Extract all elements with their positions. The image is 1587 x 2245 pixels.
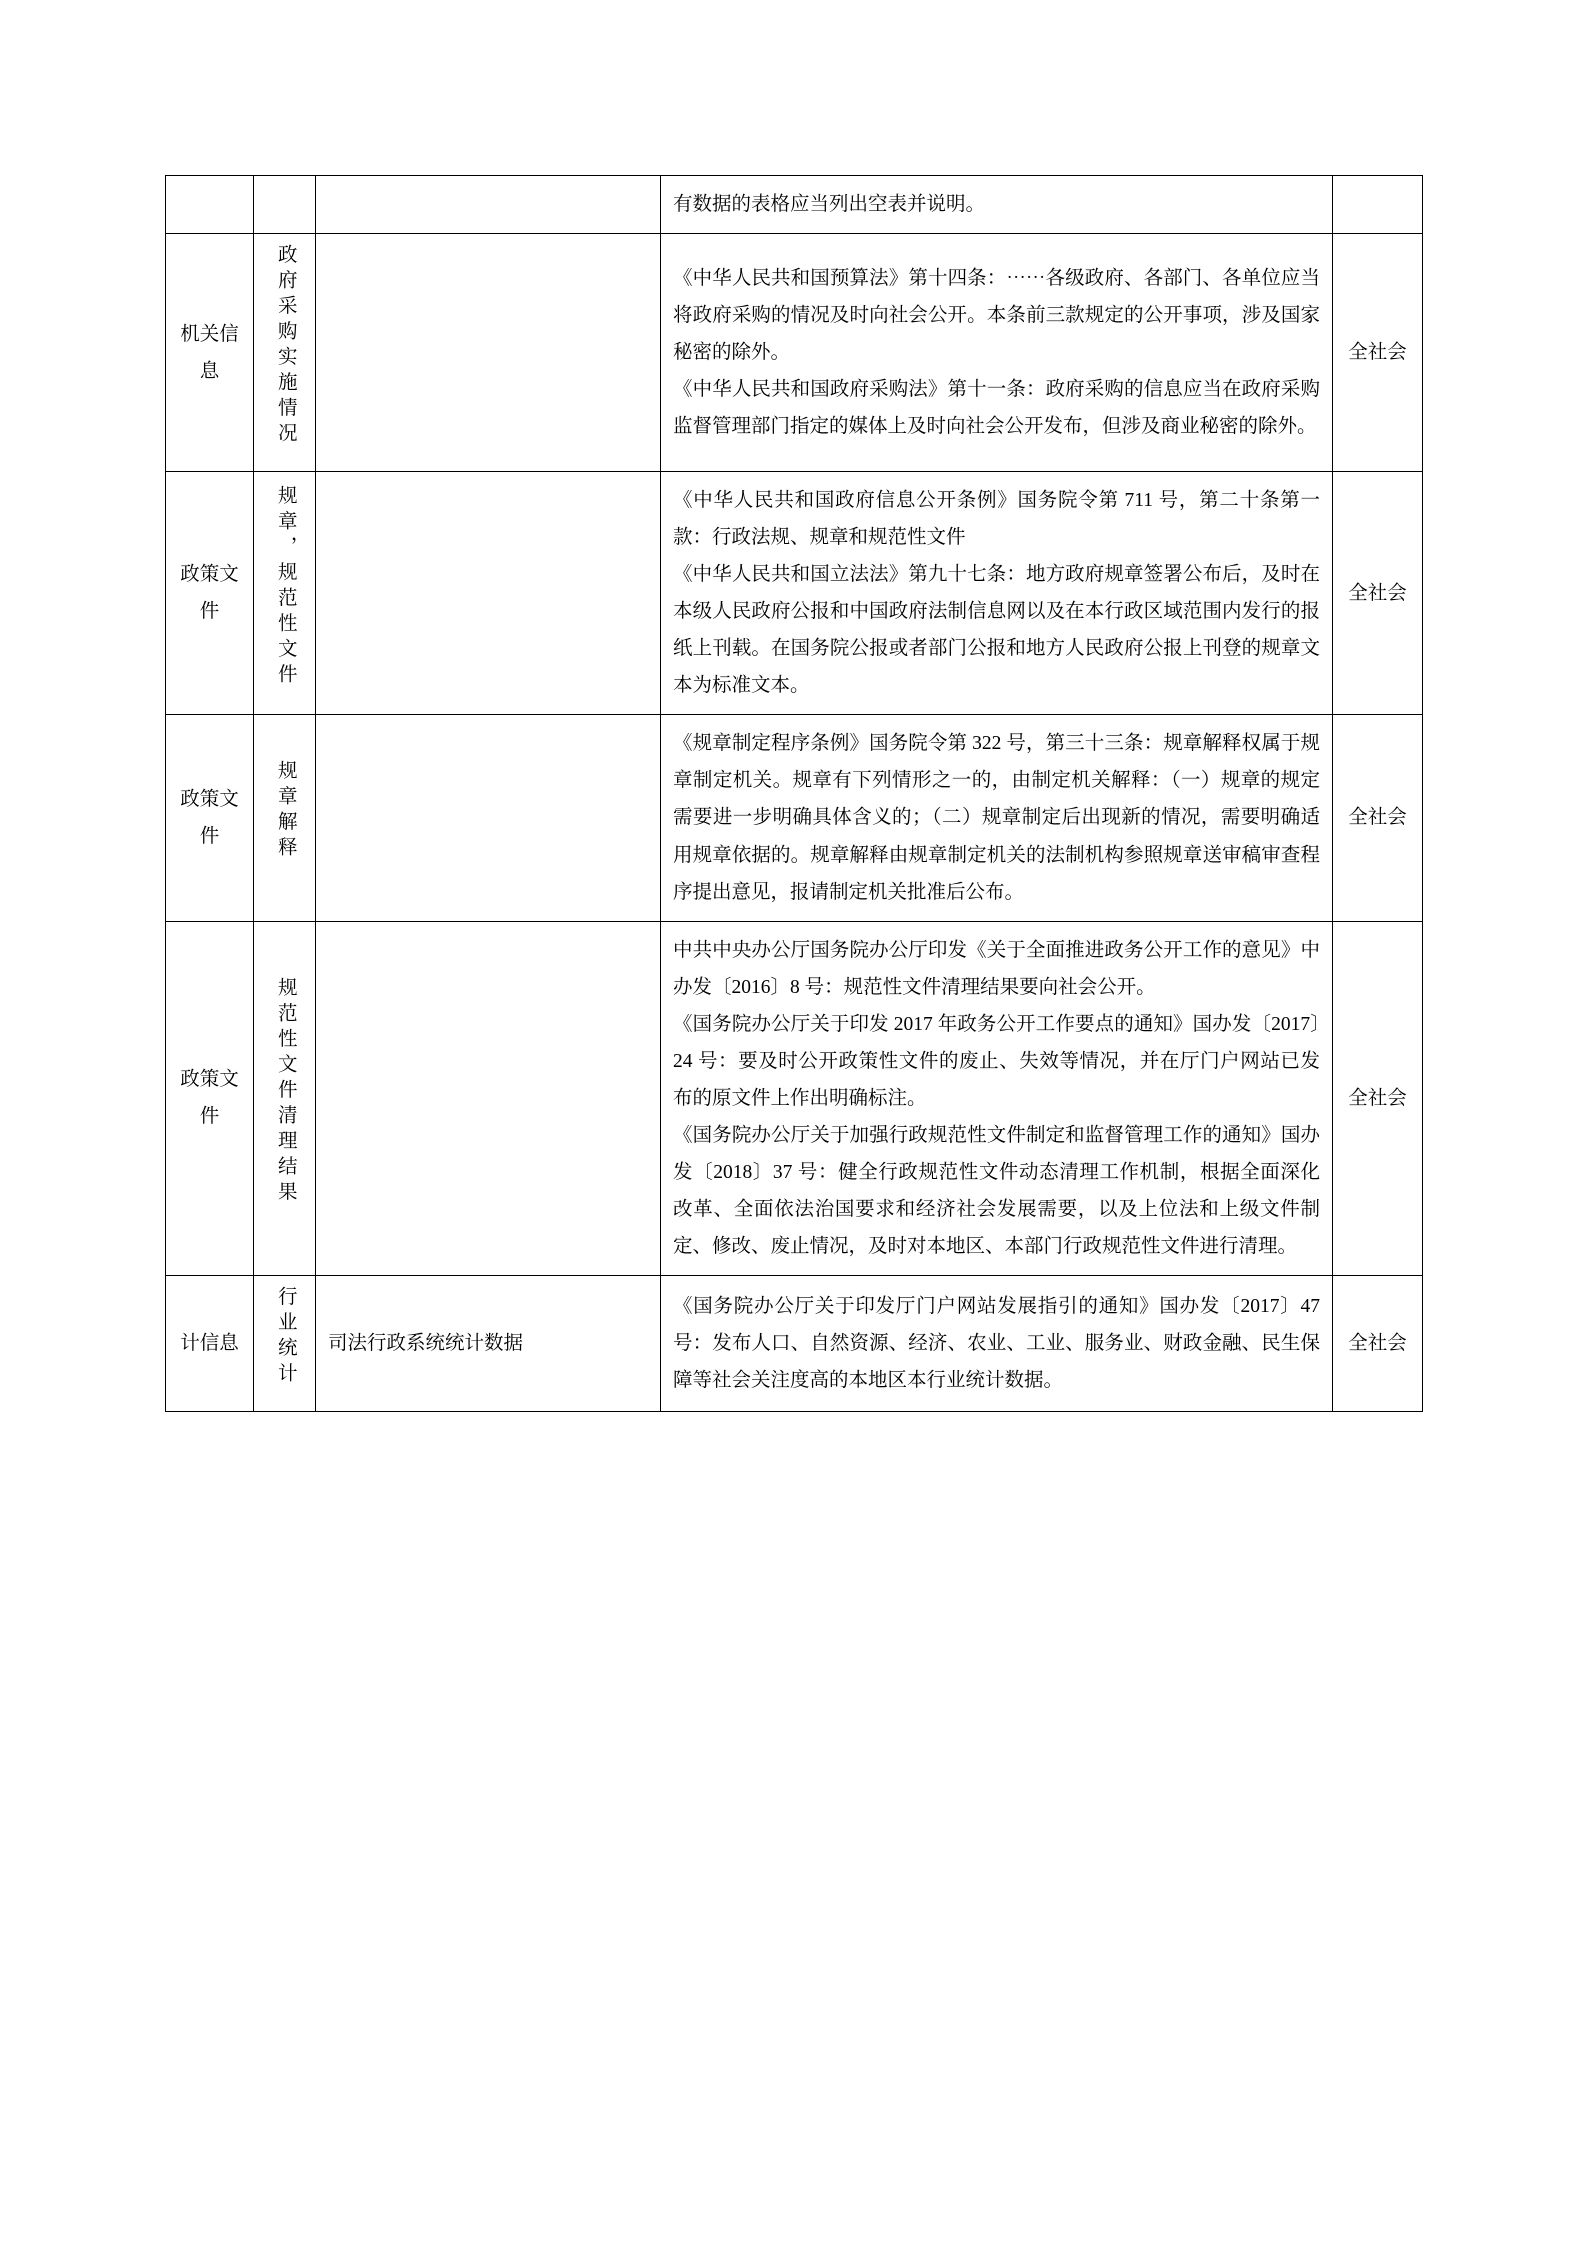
content-paragraph: 《国务院办公厅关于印发厅门户网站发展指引的通知》国办发〔2017〕47 号：发布人口、自然资源、经济、农业、工业、服务业、财政金融、民生保障等社会关注度高的本地区本行业统计数据。 [673,1295,1320,1392]
row-subcategory [254,1276,316,1412]
row-subcategory [254,921,316,1275]
content-paragraph: 中共中央办公厅国务院办公厅印发《关于全面推进政务公开工作的意见》中办发〔2016〕8 号：规范性文件清理结果要向社会公开。 [673,939,1320,998]
row-content [661,921,1333,1275]
row-content [661,176,1333,234]
content-paragraph: 《国务院办公厅关于印发 2017 年政务公开工作要点的通知》国办发〔2017〕24 号：要及时公开政策性文件的废止、失效等情况，并在厅门户网站已发布的原文件上作出明确标注。 [673,1013,1320,1109]
row-item [316,715,661,921]
row-subcategory [254,472,316,715]
table-row [166,234,1423,472]
row-subcategory-text: 规章，规范性文件 [274,484,296,689]
row-content [661,715,1333,921]
row-content [661,234,1333,472]
content-paragraph: 《国务院办公厅关于加强行政规范性文件制定和监督管理工作的通知》国办发〔2018〕37 号：健全行政规范性文件动态清理工作机制，根据全面深化改革、全面依法治国要求和经济社会发展需要，以及上位法和上级文件制定、修改、废止情况，及时对本地区、本部门行政规范性文件进行清理。 [673,1124,1320,1257]
row-category: 政策文件 [166,472,254,715]
row-category: 政策文件 [166,715,254,921]
content-paragraph: 《中华人民共和国预算法》第十四条：⋯⋯各级政府、各部门、各单位应当将政府采购的情况及时向社会公开。本条前三款规定的公开事项，涉及国家秘密的除外。 [673,267,1320,364]
content-paragraph: 《规章制定程序条例》国务院令第 322 号，第三十三条：规章解释权属于规章制定机关。规章有下列情形之一的，由制定机关解释：（一）规章的规定需要进一步明确具体含义的；（二）规章制定后出现新的情况，需要明确适用规章依据的。规章解释由规章制定机关的法制机构参照规章送审稿审查程序提出意见，报请制定机关批准后公布。 [673,733,1320,903]
row-subcategory-text: 规章解释 [274,760,296,863]
row-item [316,921,661,1275]
row-audience: 全社会 [1333,472,1423,715]
row-audience [1333,176,1423,234]
row-item: 司法行政系统统计数据 [316,1276,661,1412]
row-content [661,1276,1333,1412]
row-audience: 全社会 [1333,921,1423,1275]
row-audience: 全社会 [1333,715,1423,921]
row-item [316,234,661,472]
row-subcategory-text: 行业统计 [274,1286,296,1389]
row-item [316,472,661,715]
row-audience: 全社会 [1333,1276,1423,1412]
row-subcategory [254,715,316,921]
row-content [661,472,1333,715]
row-subcategory-text: 规范性文件清理结果 [274,977,296,1207]
content-paragraph: 《中华人民共和国立法法》第九十七条：地方政府规章签署公布后，及时在本级人民政府公报和中国政府法制信息网以及在本行政区域范围内发行的报纸上刊载。在国务院公报或者部门公报和地方人民政府公报上刊登的规章文本为标准文本。 [673,564,1320,697]
row-category: 政策文件 [166,921,254,1275]
table-row [166,176,1423,234]
information-disclosure-table [165,175,1423,1412]
content-paragraph: 有数据的表格应当列出空表并说明。 [673,194,986,215]
row-category: 计信息 [166,1276,254,1412]
row-category: 机关信息 [166,234,254,472]
content-paragraph: 《中华人民共和国政府采购法》第十一条：政府采购的信息应当在政府采购监督管理部门指定的媒体上及时向社会公开发布，但涉及商业秘密的除外。 [673,379,1320,438]
row-item [316,176,661,234]
table-row [166,715,1423,921]
table-row [166,1276,1423,1412]
row-audience: 全社会 [1333,234,1423,472]
content-paragraph: 《中华人民共和国政府信息公开条例》国务院令第 711 号，第二十条第一款：行政法规、规章和规范性文件 [673,490,1320,549]
table-row [166,921,1423,1275]
row-subcategory [254,234,316,472]
table-row [166,472,1423,715]
row-category [166,176,254,234]
row-subcategory [254,176,316,234]
row-subcategory-text: 政府采购实施情况 [274,244,296,449]
